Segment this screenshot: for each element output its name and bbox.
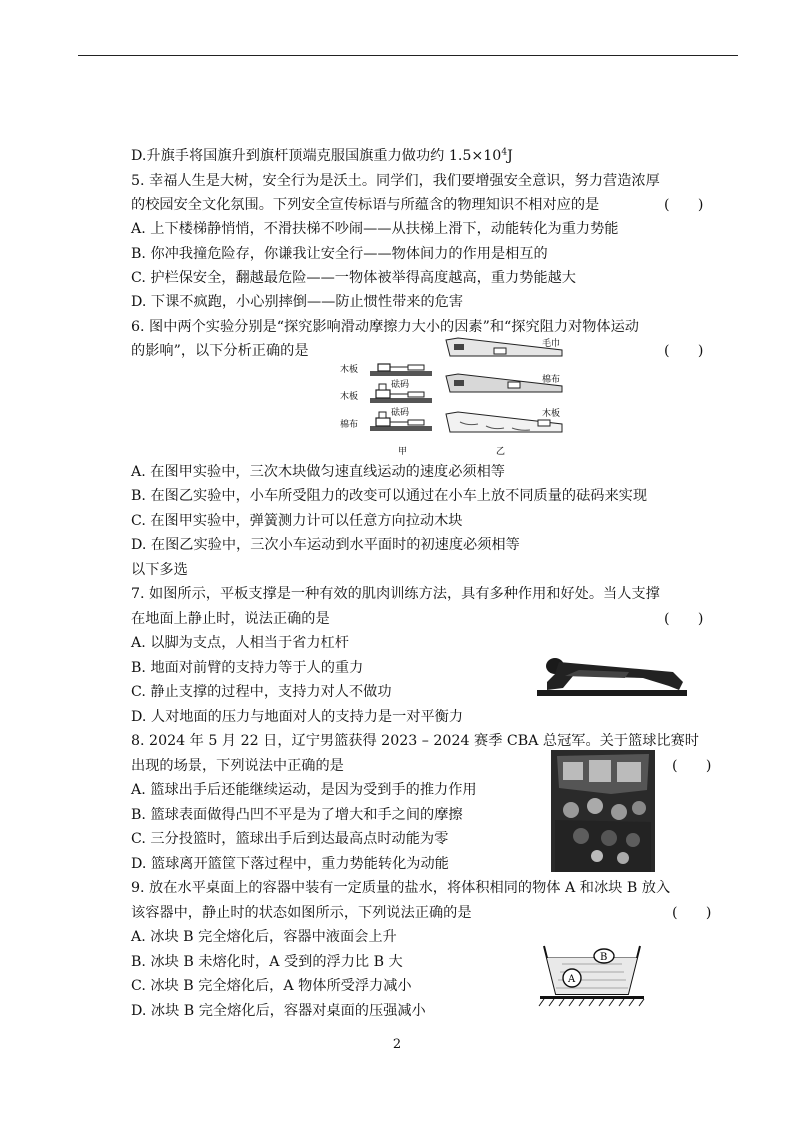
q8-option-d: D. 篮球离开篮筐下落过程中，重力势能转化为动能 bbox=[131, 856, 449, 872]
q7-option-b: B. 地面对前臂的支持力等于人的重力 bbox=[131, 660, 364, 676]
fig6-right-label-3: 木板 bbox=[542, 409, 561, 419]
q6-option-d: D. 在图乙实验中，三次小车运动到水平面时的初速度必须相等 bbox=[131, 537, 520, 553]
fig6-left-label-3: 棉布 bbox=[340, 420, 359, 430]
q6-experiment-figure bbox=[336, 336, 576, 460]
fig6-right-label-2: 棉布 bbox=[542, 375, 561, 385]
q7-option-d: D. 人对地面的压力与地面对人的支持力是一对平衡力 bbox=[131, 709, 464, 725]
q7-option-c: C. 静止支撑的过程中，支持力对人不做功 bbox=[131, 684, 392, 700]
q9-option-c: C. 冰块 B 完全熔化后，A 物体所受浮力减小 bbox=[131, 978, 412, 994]
q8-option-a: A. 篮球出手后还能继续运动，是因为受到手的推力作用 bbox=[131, 782, 477, 798]
q9-option-a: A. 冰块 B 完全熔化后，容器中液面会上升 bbox=[131, 929, 397, 945]
q9-option-b: B. 冰块 B 未熔化时，A 受到的浮力比 B 大 bbox=[131, 954, 403, 970]
q5-option-a: A. 上下楼梯静悄悄，不滑扶梯不吵闹——从扶梯上滑下，动能转化为重力势能 bbox=[131, 221, 619, 237]
q5-option-b: B. 你冲我撞危险存，你谦我让安全行——物体间力的作用是相互的 bbox=[131, 246, 548, 262]
q7-stem-2: 在地面上静止时，说法正确的是 bbox=[131, 611, 330, 627]
q8-stem-2: 出现的场景，下列说法中正确的是 bbox=[131, 758, 344, 774]
fig6-caption-jia: 甲 bbox=[398, 447, 408, 457]
q6-answer-paren: ( ) bbox=[664, 343, 704, 359]
q6-option-c: C. 在图甲实验中，弹簧测力计可以任意方向拉动木块 bbox=[131, 513, 463, 529]
q5-answer-paren: ( ) bbox=[664, 197, 704, 213]
q6-stem-1: 6. 图中两个实验分别是“探究影响滑动摩擦力大小的因素”和“探究阻力对物体运动 bbox=[131, 319, 639, 335]
q8-option-c: C. 三分投篮时，篮球出手后到达最高点时动能为零 bbox=[131, 831, 449, 847]
fig6-left-label-2: 木板 bbox=[340, 392, 359, 402]
q9-answer-paren: ( ) bbox=[672, 905, 712, 921]
fig6-caption-yi: 乙 bbox=[496, 447, 506, 457]
object-a-label: A bbox=[568, 974, 576, 985]
q5-option-d: D. 下课不疯跑，小心别摔倒——防止惯性带来的危害 bbox=[131, 294, 464, 310]
q5-stem-1: 5. 幸福人生是大树，安全行为是沃土。同学们，我们要增强安全意识，努力营造浓厚 bbox=[131, 173, 660, 189]
q8-answer-paren: ( ) bbox=[672, 758, 712, 774]
friction-setup-1 bbox=[370, 364, 432, 376]
q7-option-a: A. 以脚为支点，人相当于省力杠杆 bbox=[131, 635, 349, 651]
q5-option-c: C. 护栏保安全，翻越最危险——一物体被举得高度越高，重力势能越大 bbox=[131, 270, 576, 286]
q4-option-d: D.升旗手将国旗升到旗杆顶端克服国旗重力做功约 $1.5\times 10^4J$ bbox=[131, 147, 513, 164]
q8-option-b: B. 篮球表面做得凸凹不平是为了增大和手之间的摩擦 bbox=[131, 807, 463, 823]
plank-exercise-photo bbox=[533, 652, 689, 698]
page-number: 2 bbox=[392, 1037, 402, 1052]
q7-answer-paren: ( ) bbox=[664, 611, 704, 627]
q9-option-d: D. 冰块 B 完全熔化后，容器对桌面的压强减小 bbox=[131, 1003, 426, 1019]
header-rule bbox=[78, 55, 738, 56]
q8-stem-1: 8. 2024 年 5 月 22 日，辽宁男篮获得 2023 – 2024 赛季 CBA 总冠军。关于篮球比赛时 bbox=[131, 733, 699, 749]
q9-stem-1: 9. 放在水平桌面上的容器中装有一定质量的盐水，将体积相同的物体 A 和冰块 B 放入 bbox=[131, 880, 671, 896]
multi-select-heading: 以下多选 bbox=[131, 562, 188, 578]
ice-block-b-label: B bbox=[600, 952, 608, 963]
container-figure bbox=[536, 938, 648, 1010]
fig6-right-label-1: 毛巾 bbox=[542, 339, 561, 349]
fig6-weight-label-2: 砝码 bbox=[391, 408, 410, 418]
fig6-left-label-1: 木板 bbox=[340, 365, 359, 375]
fig6-weight-label-1: 砝码 bbox=[391, 380, 410, 390]
table-surface bbox=[540, 996, 644, 999]
q9-stem-2: 该容器中，静止时的状态如图所示，下列说法正确的是 bbox=[131, 905, 472, 921]
q6-option-a: A. 在图甲实验中，三次木块做匀速直线运动的速度必须相等 bbox=[131, 464, 505, 480]
q7-stem-1: 7. 如图所示，平板支撑是一种有效的肌肉训练方法，具有多种作用和好处。当人支撑 bbox=[131, 586, 660, 602]
q6-stem-2: 的影响”，以下分析正确的是 bbox=[131, 343, 309, 359]
q6-option-b: B. 在图乙实验中，小车所受阻力的改变可以通过在小车上放不同质量的砝码来实现 bbox=[131, 488, 648, 504]
q5-stem-2: 的校园安全文化氛围。下列安全宣传标语与所蕴含的物理知识不相对应的是 bbox=[131, 197, 600, 213]
basketball-celebration-photo bbox=[551, 750, 655, 872]
